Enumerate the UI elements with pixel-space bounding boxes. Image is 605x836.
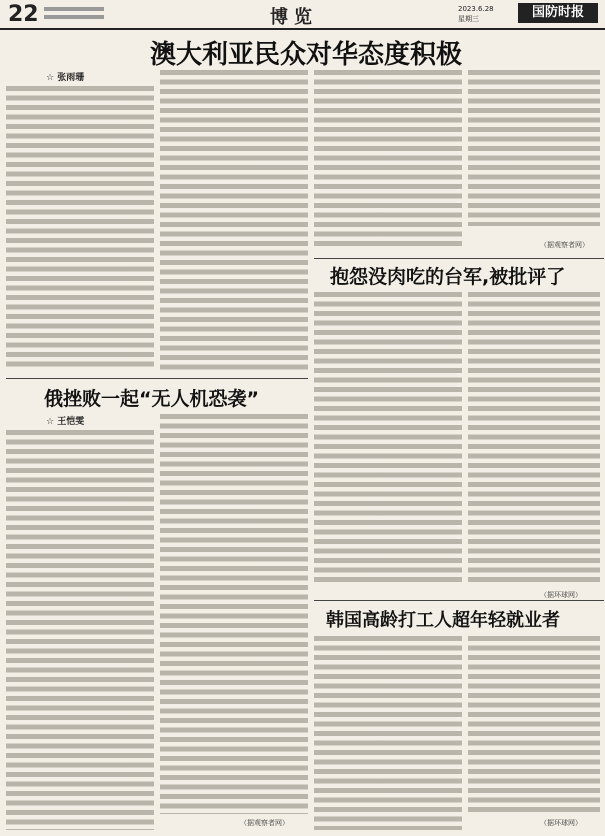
body-korea-col2 <box>468 636 600 812</box>
divider-3 <box>314 600 604 601</box>
masthead <box>0 0 605 30</box>
source-drone: （据观察者网） <box>240 819 289 827</box>
source-korea: （据环球网） <box>540 819 582 827</box>
section-title: 博览 <box>270 7 318 28</box>
byline-australia: ☆ 张雨珊 <box>46 73 85 83</box>
byline-drone-name: 王恺雯 <box>57 417 85 427</box>
body-taiwan-col1 <box>314 292 462 582</box>
source-australia: （据观察者网） <box>540 241 589 249</box>
body-drone-col2 <box>160 414 308 814</box>
body-australia-col4 <box>468 70 600 226</box>
byline-australia-name: 张雨珊 <box>57 73 85 83</box>
headline-drone: 俄挫败一起“无人机恐袭” <box>44 388 259 410</box>
issue-date: 2023.6.28 <box>458 5 494 13</box>
headline-australia: 澳大利亚民众对华态度积极 <box>150 40 463 70</box>
body-taiwan-col2 <box>468 292 600 582</box>
editor-info <box>44 4 104 19</box>
issue-weekday: 星期三 <box>458 15 479 23</box>
body-drone-col1 <box>6 430 154 830</box>
byline-drone: ☆ 王恺雯 <box>46 417 85 427</box>
headline-korea: 韩国高龄打工人超年轻就业者 <box>326 610 560 631</box>
page-number: 22 <box>8 2 39 27</box>
source-taiwan: （据环球网） <box>540 591 582 599</box>
body-australia-col2 <box>160 70 308 370</box>
body-korea-col1 <box>314 636 462 830</box>
body-australia-col3 <box>314 70 462 250</box>
headline-taiwan: 抱怨没肉吃的台军,被批评了 <box>330 266 566 288</box>
paper-logo: 国防时报 <box>518 3 598 23</box>
divider-1 <box>314 258 604 259</box>
date-box <box>458 4 494 24</box>
body-australia-col1 <box>6 86 154 370</box>
divider-2 <box>6 378 308 379</box>
